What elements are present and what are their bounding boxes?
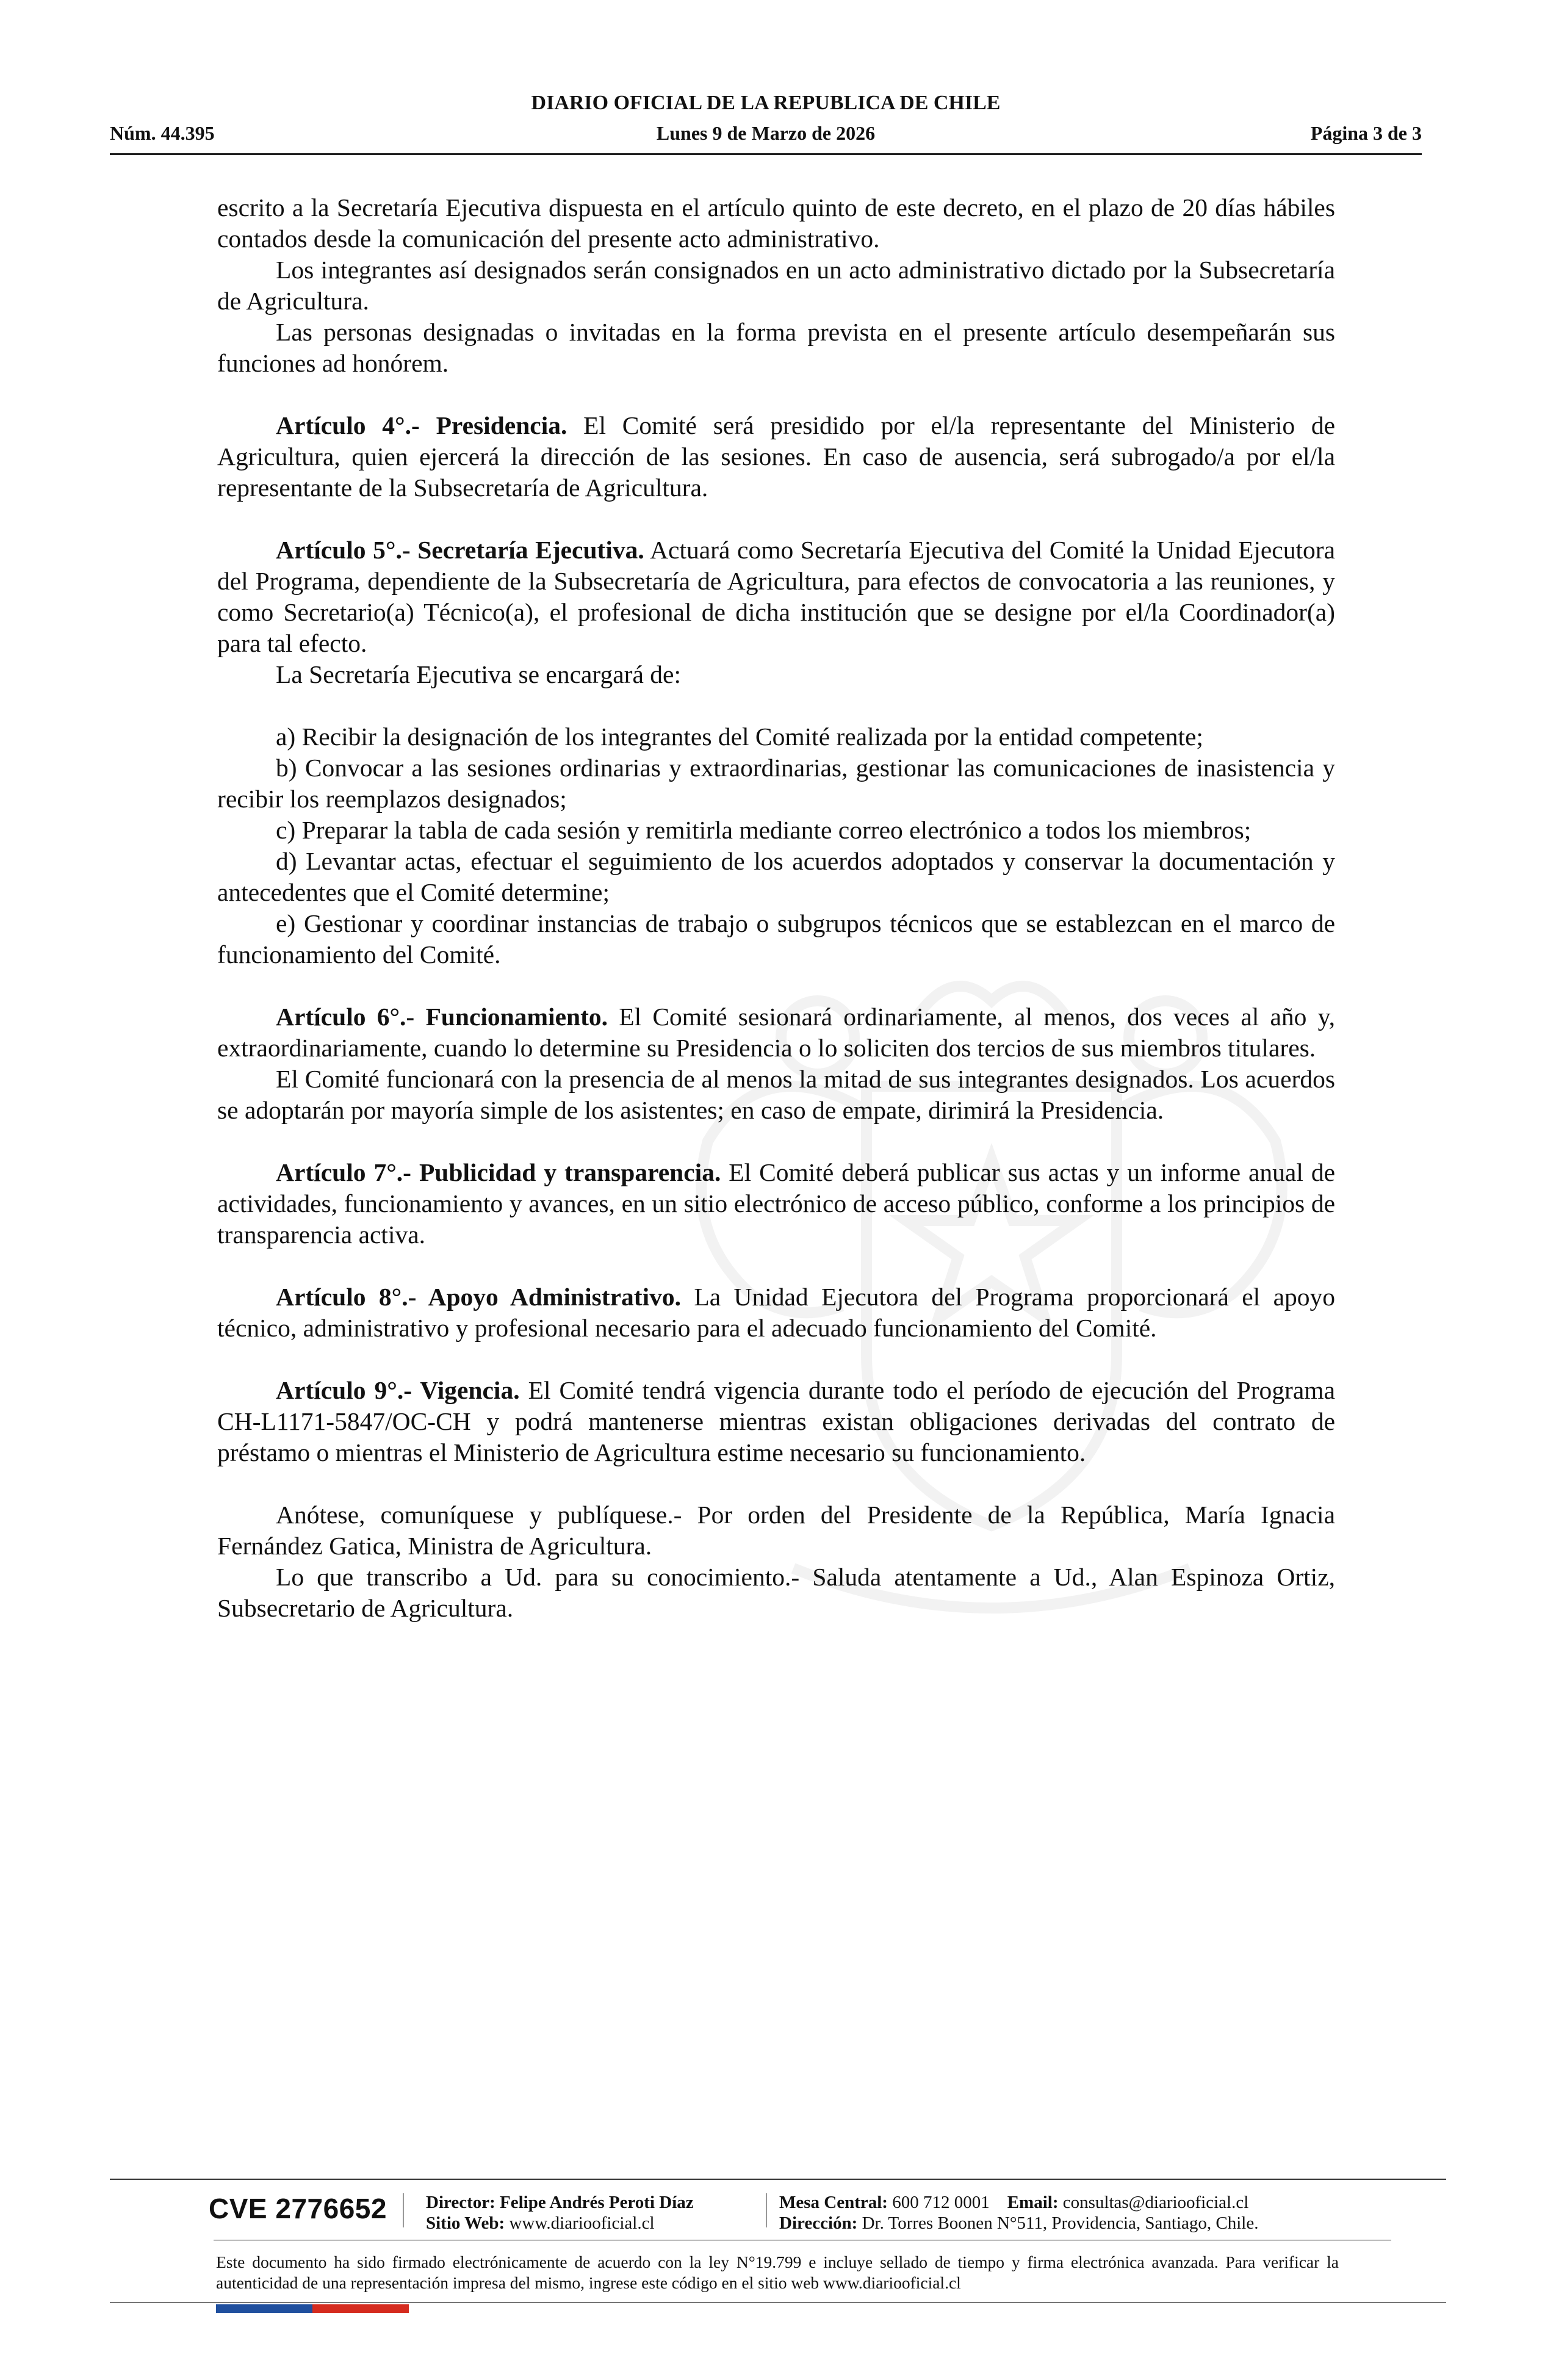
article-text: El Comité tendrá vigencia durante todo el período de ejecución del Programa CH-L1171-5847/OC-CH y podrá mantenerse mientras existan obligaciones derivadas del contrato de préstamo o mientras el Ministerio de Agricultura estime necesario su funcionamiento. <box>217 1376 1335 1466</box>
page-header <box>110 92 1422 159</box>
footer-director-block <box>426 2192 694 2234</box>
list-item: d) Levantar actas, efectuar el seguimiento de los acuerdos adoptados y conservar la documentación y antecedentes que el Comité determine; <box>217 847 1335 906</box>
address-label: Dirección: <box>779 2213 858 2233</box>
paragraph: Las personas designadas o invitadas en la forma prevista en el presente artículo desempeñarán sus funciones ad honórem. <box>217 318 1335 377</box>
article-heading: Artículo 5°.- Secretaría Ejecutiva. <box>276 536 644 564</box>
director-name: Felipe Andrés Peroti Díaz <box>500 2193 694 2212</box>
issue-number: Núm. 44.395 <box>110 122 215 144</box>
footer-divider <box>403 2193 404 2227</box>
paragraph: La Secretaría Ejecutiva se encargará de: <box>276 660 681 688</box>
article-7 <box>217 1157 1335 1250</box>
article-heading: Artículo 6°.- Funcionamiento. <box>276 1003 608 1031</box>
cve-code: CVE 2776652 <box>209 2193 387 2224</box>
article-text: El Comité será presidido por el/la representante del Ministerio de Agricultura, quien ejercerá la dirección de las sesiones. En caso de ausencia, será subrogado/a por el/la representante de la Subsecretaría de Agricultura. <box>217 411 1335 502</box>
footer-rule <box>214 2240 1391 2241</box>
article-8 <box>217 1282 1335 1344</box>
newspaper-title: DIARIO OFICIAL DE LA REPUBLICA DE CHILE <box>531 92 1001 114</box>
list-item: a) Recibir la designación de los integrantes del Comité realizada por la entidad competente; <box>276 723 1203 751</box>
paragraph: Los integrantes así designados serán consignados en un acto administrativo dictado por la Subsecretaría de Agricultura. <box>217 256 1335 315</box>
legal-notice: Este documento ha sido firmado electrónicamente de acuerdo con la ley N°19.799 e incluye sellado de tiempo y firma electrónica avanzada. Para verificar la autenticidad de una representación impresa del mismo, ingrese este código en el sitio web www.diariooficial.cl <box>216 2252 1339 2292</box>
paragraph: El Comité funcionará con la presencia de al menos la mitad de sus integrantes designados. Los acuerdos se adoptarán por mayoría simple de los asistentes; en caso de empate, dirimirá la Presidencia. <box>217 1065 1335 1124</box>
closing-paragraph: Anótese, comuníquese y publíquese.- Por orden del Presidente de la República, María Ignacia Fernández Gatica, Ministra de Agricultura. <box>217 1501 1335 1560</box>
article-text: El Comité sesionará ordinariamente, al menos, dos veces al año y, extraordinariamente, cuando lo determine su Presidencia o lo soliciten dos tercios de sus miembros titulares. <box>217 1003 1336 1062</box>
footer-rule <box>110 2179 1446 2180</box>
article-4 <box>217 410 1335 503</box>
article-text: Actuará como Secretaría Ejecutiva del Comité la Unidad Ejecutora del Programa, dependiente de la Subsecretaría de Agricultura, para efectos de convocatoria a las reuniones, y como Secretario(a) Técnico(a), el profesional de dicha institución que se designe por el/la Coordinador(a) para tal efecto. <box>217 536 1335 657</box>
web-label: Sitio Web: <box>426 2213 505 2233</box>
article-heading: Artículo 9°.- Vigencia. <box>276 1376 520 1404</box>
mesa-label: Mesa Central: <box>779 2193 888 2212</box>
footer-rule <box>110 2302 1446 2303</box>
page-footer <box>110 2179 1446 2337</box>
document-body <box>217 192 1335 1624</box>
web-link[interactable]: www.diariooficial.cl <box>509 2213 655 2233</box>
article-text: La Unidad Ejecutora del Programa proporcionará el apoyo técnico, administrativo y profesional necesario para el adecuado funcionamiento del Comité. <box>217 1283 1335 1342</box>
article-6 <box>217 1001 1335 1064</box>
article-heading: Artículo 4°.- Presidencia. <box>276 411 567 439</box>
director-label: Director: <box>426 2193 495 2212</box>
flag-blue-segment <box>216 2304 312 2313</box>
email-link[interactable]: consultas@diariooficial.cl <box>1062 2193 1249 2212</box>
header-rule <box>110 153 1422 155</box>
article-heading: Artículo 8°.- Apoyo Administrativo. <box>276 1283 681 1311</box>
article-heading: Artículo 7°.- Publicidad y transparencia. <box>276 1158 721 1186</box>
address: Dr. Torres Boonen N°511, Providencia, Santiago, Chile. <box>862 2213 1259 2233</box>
list-item: e) Gestionar y coordinar instancias de trabajo o subgrupos técnicos que se establezcan en el marco de funcionamiento del Comité. <box>217 909 1335 968</box>
article-9 <box>217 1375 1335 1468</box>
closing-paragraph: Lo que transcribo a Ud. para su conocimiento.- Saluda atentamente a Ud., Alan Espinoza Ortiz, Subsecretario de Agricultura. <box>217 1563 1335 1622</box>
flag-red-segment <box>312 2304 409 2313</box>
list-item: b) Convocar a las sesiones ordinarias y extraordinarias, gestionar las comunicaciones de inasistencia y recibir los reemplazos designados; <box>217 754 1335 813</box>
article-text: El Comité deberá publicar sus actas y un informe anual de actividades, funcionamiento y avances, en un sitio electrónico de acceso público, conforme a los principios de transparencia activa. <box>217 1158 1335 1249</box>
mesa-phone: 600 712 0001 <box>892 2193 990 2212</box>
footer-contact-block <box>779 2192 1258 2234</box>
email-label: Email: <box>1007 2193 1059 2212</box>
page-indicator: Página 3 de 3 <box>1310 122 1422 144</box>
list-item: c) Preparar la tabla de cada sesión y remitirla mediante correo electrónico a todos los miembros; <box>276 816 1252 844</box>
footer-divider <box>766 2193 767 2227</box>
article-5 <box>217 535 1335 659</box>
paragraph: escrito a la Secretaría Ejecutiva dispuesta en el artículo quinto de este decreto, en el plazo de 20 días hábiles contados desde la comunicación del presente acto administrativo. <box>217 193 1335 253</box>
issue-date: Lunes 9 de Marzo de 2026 <box>656 122 876 144</box>
flag-stripe <box>216 2304 409 2313</box>
